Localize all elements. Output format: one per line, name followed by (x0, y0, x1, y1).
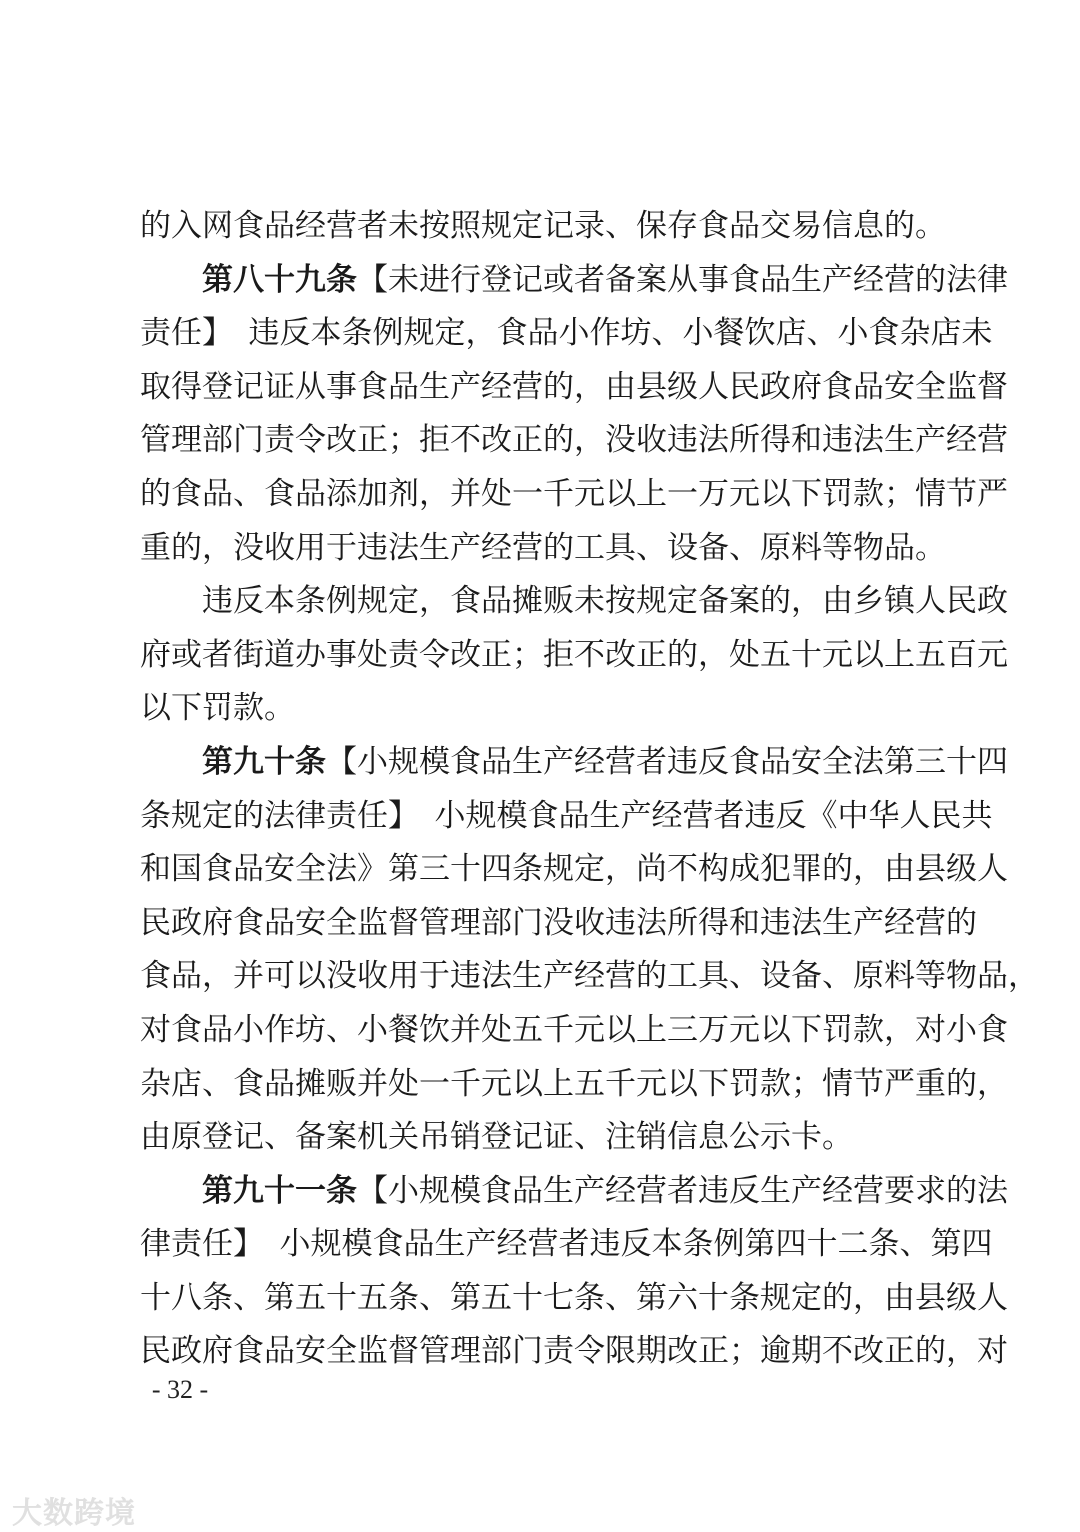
line-text: 十八条、第五十五条、第五十七条、第六十条规定的，由县级人 (140, 1279, 1008, 1316)
line-text: 违反本条例规定，食品摊贩未按规定备案的，由乡镇人民政 (202, 583, 1008, 620)
article-number: 第八十九条 (202, 261, 357, 298)
line-text: 【小规模食品生产经营者违反生产经营要求的法 (357, 1172, 1008, 1209)
text-line (140, 682, 940, 736)
text-line (140, 843, 1008, 897)
line-text: 民政府食品安全监督管理部门责令限期改正；逾期不改正的，对 (140, 1333, 1008, 1370)
text-line (140, 790, 993, 844)
line-text: 条规定的法律责任】 小规模食品生产经营者违反《中华人民共 (140, 797, 993, 834)
text-line (140, 361, 1008, 415)
line-text: 民政府食品安全监督管理部门没收违法所得和违法生产经营的 (140, 904, 977, 941)
text-line (140, 307, 993, 361)
page-number: - 32 - (151, 1375, 209, 1404)
article-number: 第九十条 (202, 743, 326, 780)
line-text: 的入网食品经营者未按照规定记录、保存食品交易信息的。 (140, 208, 946, 244)
line-text: 食品，并可以没收用于违法生产经营的工具、设备、原料等物品， (140, 958, 1039, 995)
line-text: 以下罚款。 (140, 690, 295, 727)
line-text: 对食品小作坊、小餐饮并处五千元以上三万元以下罚款，对小食 (140, 1011, 1008, 1048)
line-text: 【未进行登记或者备案从事食品生产经营的法律 (357, 261, 1008, 298)
line-text: 律责任】 小规模食品生产经营者违反本条例第四十二条、第四 (140, 1226, 993, 1263)
line-text: 取得登记证从事食品生产经营的，由县级人民政府食品安全监督 (140, 368, 1008, 405)
text-line (140, 950, 1039, 1004)
line-text: 杂店、食品摊贩并处一千元以上五千元以下罚款；情节严重的， (140, 1065, 1008, 1102)
text-line (140, 200, 946, 254)
article-number: 第九十一条 (202, 1172, 357, 1209)
line-text: 府或者街道办事处责令改正；拒不改正的，处五十元以上五百元 (140, 636, 1008, 673)
document-body (140, 200, 1039, 1379)
text-line (140, 1165, 1008, 1219)
watermark-logo: 大数跨境 (12, 1496, 136, 1531)
text-line (140, 1325, 1008, 1379)
line-text: 和国食品安全法》第三十四条规定，尚不构成犯罪的，由县级人 (140, 851, 1008, 888)
text-line (140, 897, 977, 951)
line-text: 重的，没收用于违法生产经营的工具、设备、原料等物品。 (140, 529, 946, 566)
text-line (140, 575, 1008, 629)
line-text: 责任】 违反本条例规定，食品小作坊、小餐饮店、小食杂店未 (140, 315, 993, 352)
text-line (140, 629, 1008, 683)
line-text: 【小规模食品生产经营者违反食品安全法第三十四 (326, 743, 1008, 780)
text-line (140, 1272, 1008, 1326)
text-line (140, 522, 946, 576)
text-line (140, 736, 1008, 790)
line-text: 由原登记、备案机关吊销登记证、注销信息公示卡。 (140, 1119, 853, 1156)
text-line (140, 1058, 1008, 1112)
line-text: 管理部门责令改正；拒不改正的，没收违法所得和违法生产经营 (140, 422, 1008, 459)
text-line (140, 1004, 1008, 1058)
text-line (140, 1111, 940, 1165)
line-text: 的食品、食品添加剂，并处一千元以上一万元以下罚款；情节严 (140, 475, 1008, 512)
text-line (140, 414, 1008, 468)
text-line (140, 1218, 993, 1272)
text-line (140, 254, 1008, 308)
text-line (140, 468, 1008, 522)
